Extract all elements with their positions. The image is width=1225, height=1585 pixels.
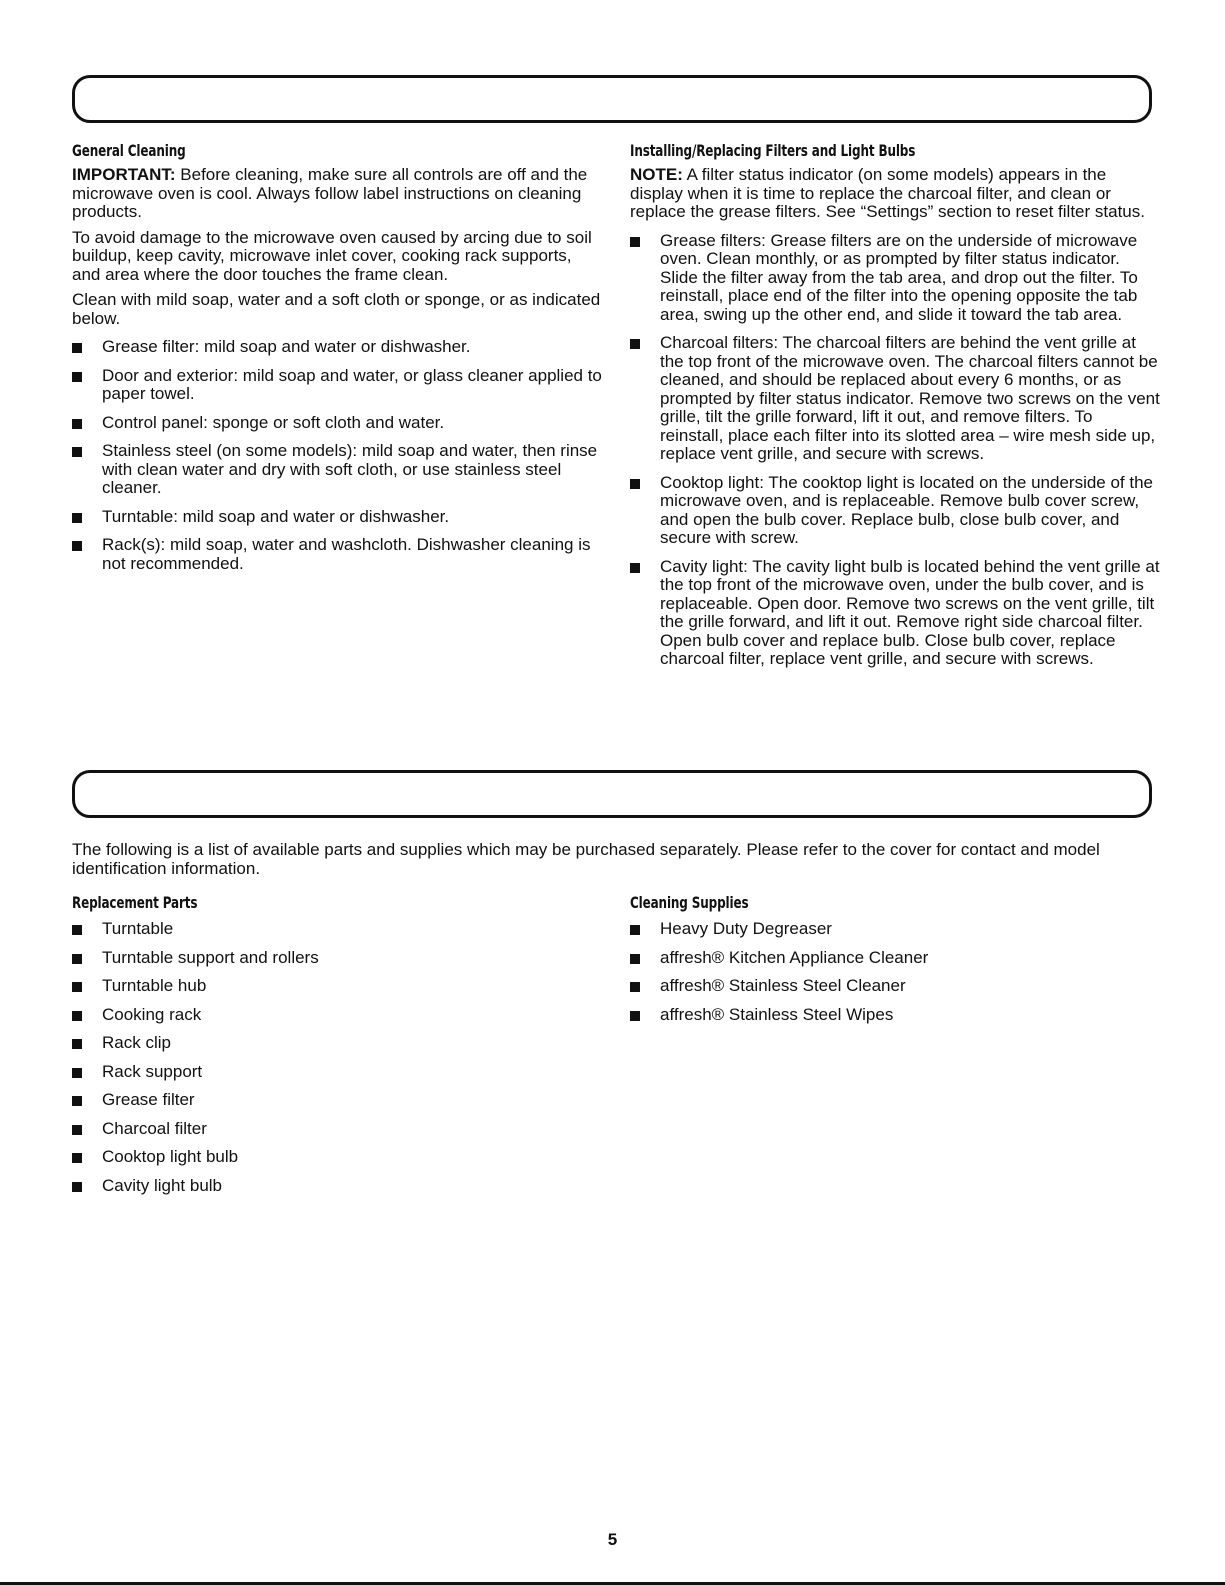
list-item: Turntable [72, 920, 602, 939]
general-cleaning-column [72, 141, 602, 583]
page-number: 5 [607, 1530, 618, 1549]
arcing-paragraph: To avoid damage to the microwave oven caused by arcing due to soil buildup, keep cavity, microwave inlet cover, cooking rack supports, and area where the door touches the frame clean. [72, 227, 592, 284]
list-item: Cavity light bulb [72, 1177, 602, 1196]
replacement-parts-list [72, 920, 602, 1195]
list-item: Charcoal filter [72, 1120, 602, 1139]
list-item: Charcoal filters: The charcoal filters are behind the vent grille at the top front of the microwave oven. The charcoal filters cannot be cleaned, and should be replaced about every 6 months, or as prompted by filter status indicator. Remove two screws on the vent grille, tilt the grille forward, lift it out, and remove filters. To reinstall, place each filter into its slotted area – wire mesh side up, replace vent grille, and secure with screws. [630, 334, 1160, 464]
list-item: Cooktop light bulb [72, 1148, 602, 1167]
note-paragraph [630, 166, 1160, 222]
general-cleaning-list [72, 338, 602, 573]
list-item: Stainless steel (on some models): mild soap and water, then rinse with clean water and dry with soft cloth, or use stainless steel cleaner. [72, 442, 602, 498]
section-header-box-parts [72, 770, 1152, 818]
list-item: Cooktop light: The cooktop light is located on the underside of the microwave oven, and is replaceable. Remove bulb cover screw, and open the bulb cover. Replace bulb, close bulb cover, and secure with screw. [630, 474, 1160, 548]
filters-column [630, 141, 1160, 679]
list-item: affresh® Stainless Steel Wipes [630, 1006, 1160, 1025]
section-header-box-care [72, 75, 1152, 123]
list-item: Rack support [72, 1063, 602, 1082]
list-item: Rack clip [72, 1034, 602, 1053]
list-item: Rack(s): mild soap, water and washcloth. Dishwasher cleaning is not recommended. [72, 536, 602, 573]
cleaning-supplies-heading: Cleaning Supplies [630, 893, 749, 912]
replacement-parts-heading: Replacement Parts [72, 893, 198, 912]
list-item: affresh® Stainless Steel Cleaner [630, 977, 1160, 996]
cleaning-supplies-column [630, 893, 1160, 1034]
important-text: Before cleaning, make sure all controls are off and the microwave oven is cool. Always follow label instructions on cleaning products. [72, 165, 588, 221]
list-item: Turntable hub [72, 977, 602, 996]
important-label: IMPORTANT: [72, 165, 176, 184]
list-item: Cooking rack [72, 1006, 602, 1025]
filters-heading: Installing/Replacing Filters and Light Bulbs [630, 141, 916, 160]
parts-intro-paragraph: The following is a list of available parts and supplies which may be purchased separately. Please refer to the cover for contact and model identification information. [72, 840, 1100, 878]
replacement-parts-column [72, 893, 602, 1205]
list-item: affresh® Kitchen Appliance Cleaner [630, 949, 1160, 968]
list-item: Cavity light: The cavity light bulb is located behind the vent grille at the top front of the microwave oven, under the bulb cover, and is replaceable. Open door. Remove two screws on the vent grille, tilt the grille forward, and lift it out. Remove right side charcoal filter. Open bulb cover and replace bulb. Close bulb cover, replace charcoal filter, replace vent grille, and secure with screws. [630, 558, 1160, 669]
general-cleaning-heading: General Cleaning [72, 141, 186, 160]
note-label: NOTE: [630, 165, 683, 184]
list-item: Grease filter [72, 1091, 602, 1110]
list-item: Grease filters: Grease filters are on the underside of microwave oven. Clean monthly, or as prompted by filter status indicator. Slide the filter away from the tab area, and drop out the filter. To reinstall, place end of the filter into the opening opposite the tab area, swing up the other end, and slide it toward the tab area. [630, 232, 1160, 325]
note-text: A filter status indicator (on some models) appears in the display when it is time to replace the charcoal filter, and clean or replace the grease filters. See “Settings” section to reset filter status. [630, 165, 1145, 221]
list-item: Control panel: sponge or soft cloth and water. [72, 414, 602, 433]
list-item: Turntable: mild soap and water or dishwasher. [72, 508, 602, 527]
filters-list [630, 232, 1160, 669]
list-item: Heavy Duty Degreaser [630, 920, 1160, 939]
list-item: Door and exterior: mild soap and water, or glass cleaner applied to paper towel. [72, 367, 602, 404]
important-paragraph [72, 166, 602, 222]
cleaning-supplies-list [630, 920, 1160, 1024]
mild-soap-paragraph: Clean with mild soap, water and a soft cloth or sponge, or as indicated below. [72, 290, 601, 328]
list-item: Grease filter: mild soap and water or dishwasher. [72, 338, 602, 357]
list-item: Turntable support and rollers [72, 949, 602, 968]
